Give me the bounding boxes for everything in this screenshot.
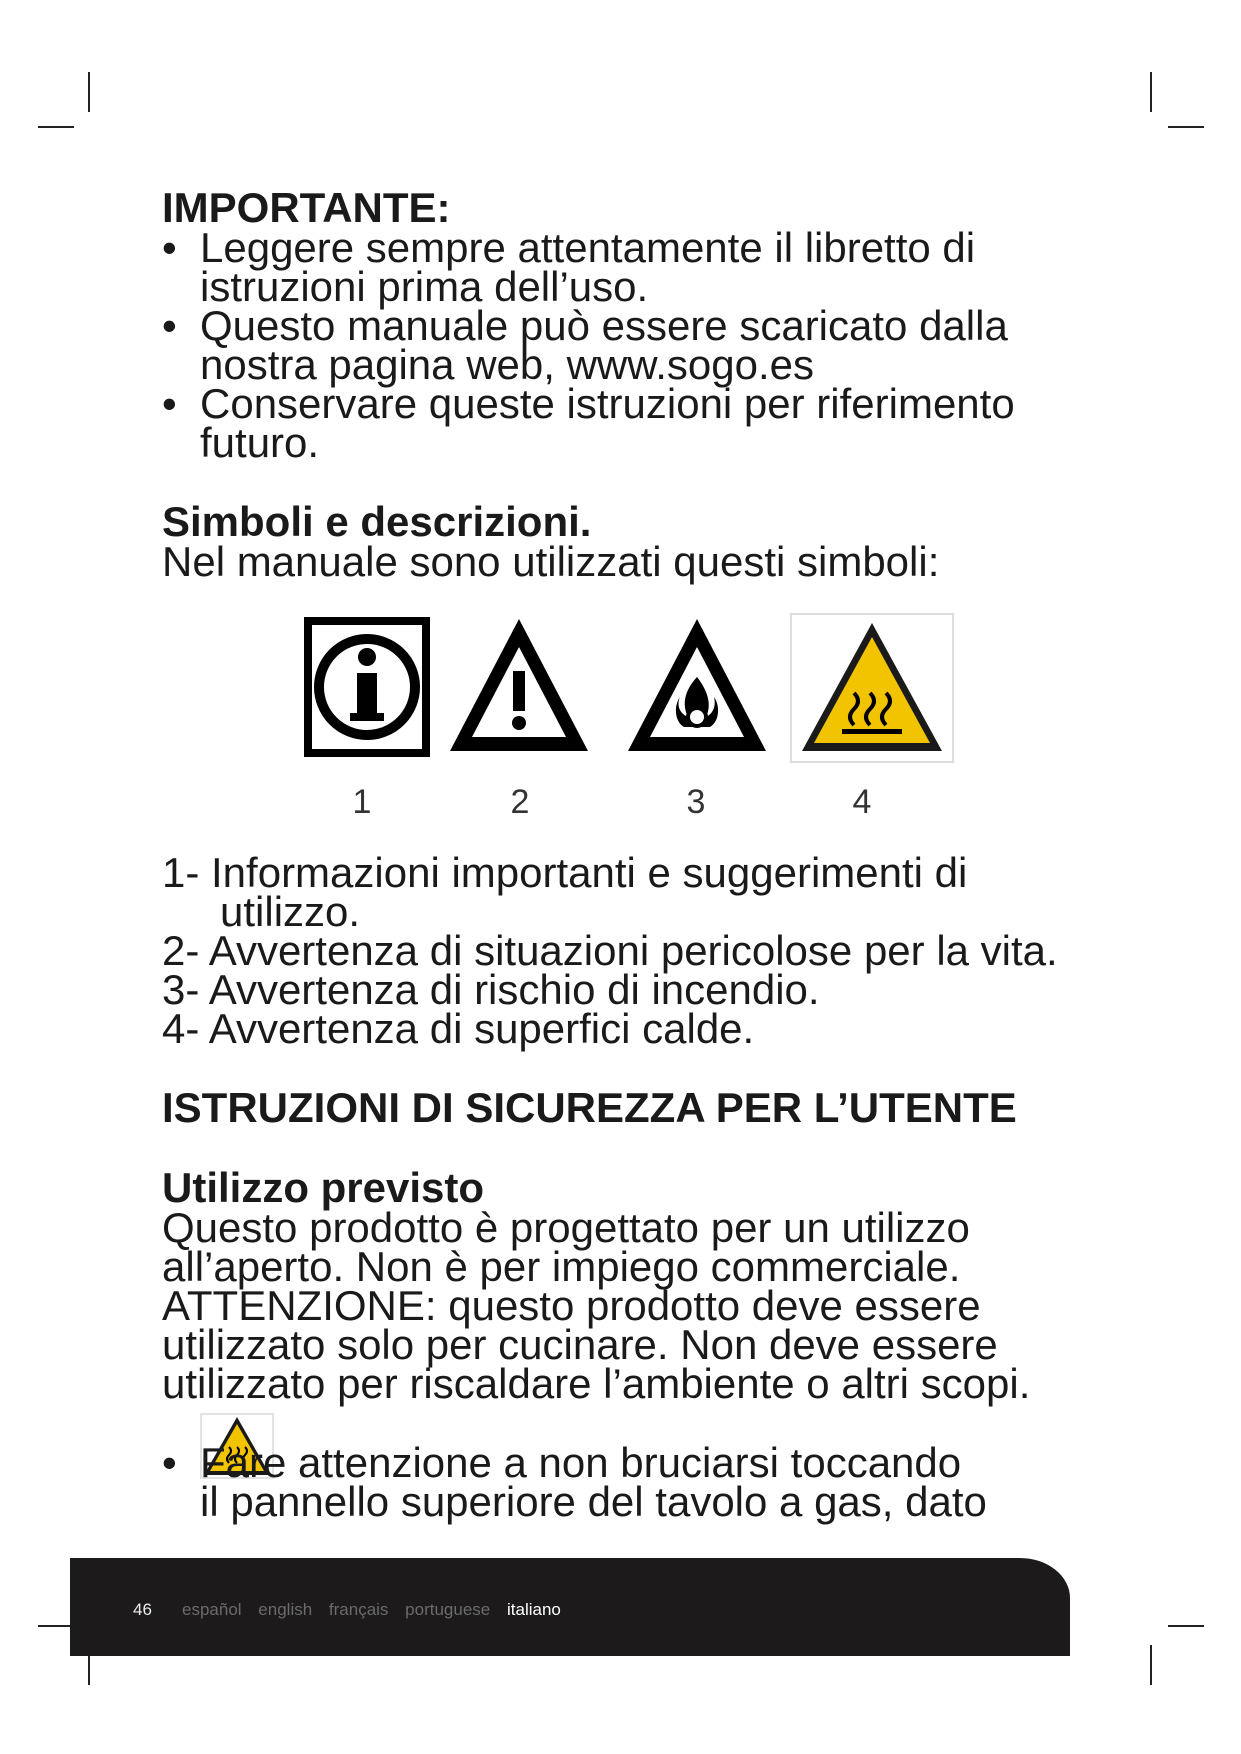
list-item: 4- Avvertenza di superfici calde. [162,1005,755,1052]
symbol-number: 1 [352,783,372,821]
language-portuguese: portuguese [405,1600,491,1619]
list-item-continued: utilizzo. [220,888,361,935]
symbol-number: 2 [510,783,530,821]
language-espanol: español [182,1600,242,1619]
crop-mark [38,1625,74,1627]
symbols-row [162,613,1102,853]
crop-mark [1150,72,1152,112]
crop-mark [38,126,74,128]
hot-surface-icon [790,613,954,763]
list-item: • Fare attenzione a non bruciarsi toccando il pannello superiore del tavolo a gas, dato [162,1443,1102,1521]
importante-list [162,224,1102,466]
symbol-descriptions [162,849,1102,1052]
language-list [182,1600,573,1620]
symbol-number: 4 [852,783,872,821]
simboli-intro: Nel manuale sono utilizzati questi simboli: [162,538,940,585]
crop-mark [1168,1625,1204,1627]
list-item: 3- Avvertenza di rischio di incendio. [162,966,820,1013]
language-francais: français [328,1600,389,1619]
list-item: • Questo manuale può essere scaricato dalla nostra pagina web, www.sogo.es [162,302,1008,388]
utilizzo-heading: Utilizzo previsto [162,1164,485,1211]
info-icon [302,613,452,763]
symbol-number: 3 [686,783,706,821]
crop-mark [88,72,90,112]
crop-mark [1168,126,1204,128]
language-italiano-active: italiano [506,1600,561,1619]
sicurezza-heading: ISTRUZIONI DI SICUREZZA PER L’UTENTE [162,1084,1017,1131]
crop-mark [1150,1645,1152,1685]
list-item: 2- Avvertenza di situazioni pericolose per la vita. [162,927,1058,974]
simboli-heading: Simboli e descrizioni. [162,498,592,545]
list-item: 1- Informazioni importanti e suggerimenti di [162,849,968,896]
page-content [162,184,1102,1525]
sicurezza-list [162,1439,1102,1525]
list-item: • Leggere sempre attentamente il libretto di istruzioni prima dell’uso. [162,224,976,310]
page-number: 46 [133,1600,152,1619]
fire-warning-icon [622,613,772,763]
utilizzo-text: Questo prodotto è progettato per un utilizzo all’aperto. Non è per impiego commerciale. ATTENZIONE: questo prodotto deve essere utilizzato solo per cucinare. Non deve essere utilizzato per riscaldare l’ambiente o altri scopi. [162,1204,1031,1407]
list-item: • Conservare queste istruzioni per riferimento futuro. [162,380,1015,466]
importante-heading: IMPORTANTE: [162,184,451,231]
page-footer [70,1558,1070,1656]
language-english: english [258,1600,313,1619]
warning-exclamation-icon [444,613,594,763]
